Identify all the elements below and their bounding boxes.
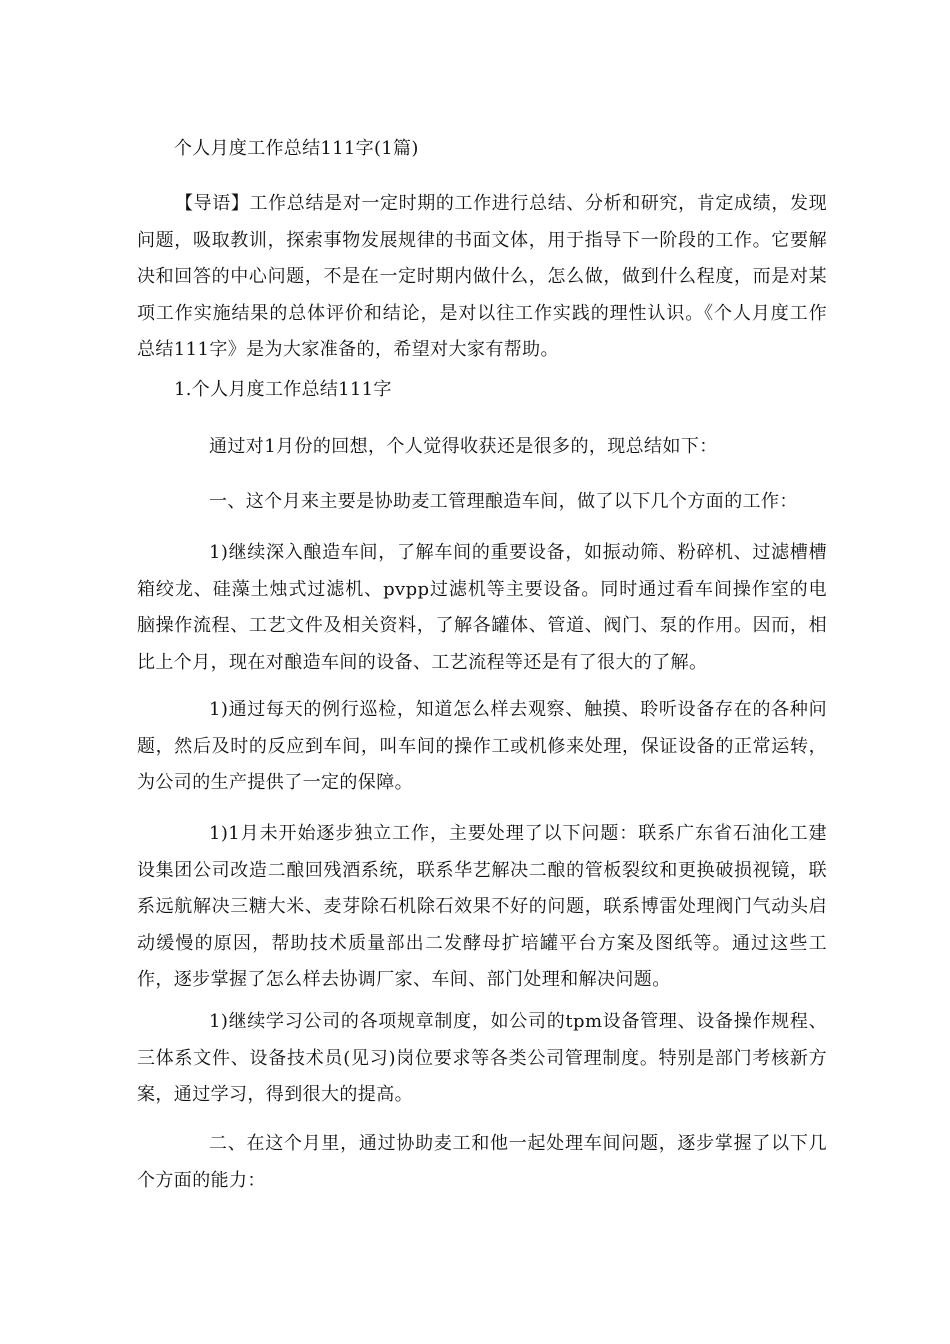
body-paragraph: 1)继续学习公司的各项规章制度，如公司的tpm设备管理、设备操作规程、三体系文件、设备技术员(见习)岗位要求等各类公司管理制度。特别是部门考核新方案，通过学习，得到很大的提高。 (137, 1011, 827, 1105)
body-paragraph: 通过对1月份的回想，个人觉得收获还是很多的，现总结如下： (209, 436, 718, 457)
document-title: 个人月度工作总结111字(1篇) (174, 138, 419, 159)
body-paragraph: 1)1月未开始逐步独立工作，主要处理了以下问题：联系广东省石油化工建设集团公司改造二酿回残酒系统，联系华艺解决二酿的管板裂纹和更换破损视镜，联系远航解决三糖大米、麦芽除石机除石效果不好的问题，联系博雷处理阀门气动头启动缓慢的原因，帮助技术质量部出二发酵母扩培罐平台方案及图纸等。通过这些工作，逐步掌握了怎么样去协调厂家、车间、部门处理和解决问题。 (137, 823, 827, 990)
body-paragraph: 1)通过每天的例行巡检，知道怎么样去观察、触摸、聆听设备存在的各种问题，然后及时的反应到车间，叫车间的操作工或机修来处理，保证设备的正常运转，为公司的生产提供了一定的保障。 (137, 699, 827, 793)
body-paragraph: 一、这个月来主要是协助麦工管理酿造车间，做了以下几个方面的工作： (209, 491, 798, 512)
section-heading: 1.个人月度工作总结111字 (174, 379, 392, 400)
intro-paragraph: 【导语】工作总结是对一定时期的工作进行总结、分析和研究，肯定成绩，发现问题，吸取教训，探索事物发展规律的书面文体，用于指导下一阶段的工作。它要解决和回答的中心问题，不是在一定时期内做什么，怎么做，做到什么程度，而是对某项工作实施结果的总体评价和结论，是对以往工作实践的理性认识。《个人月度工作总结111字》是为大家准备的，希望对大家有帮助。 (137, 193, 827, 360)
body-paragraph: 二、在这个月里，通过协助麦工和他一起处理车间问题，逐步掌握了以下几个方面的能力： (137, 1133, 827, 1191)
body-paragraph: 1)继续深入酿造车间，了解车间的重要设备，如振动筛、粉碎机、过滤槽槽箱绞龙、硅藻土烛式过滤机、pvpp过滤机等主要设备。同时通过看车间操作室的电脑操作流程、工艺文件及相关资料，了解各罐体、管道、阀门、泵的作用。因而，相比上个月，现在对酿造车间的设备、工艺流程等还是有了很大的了解。 (137, 542, 827, 673)
